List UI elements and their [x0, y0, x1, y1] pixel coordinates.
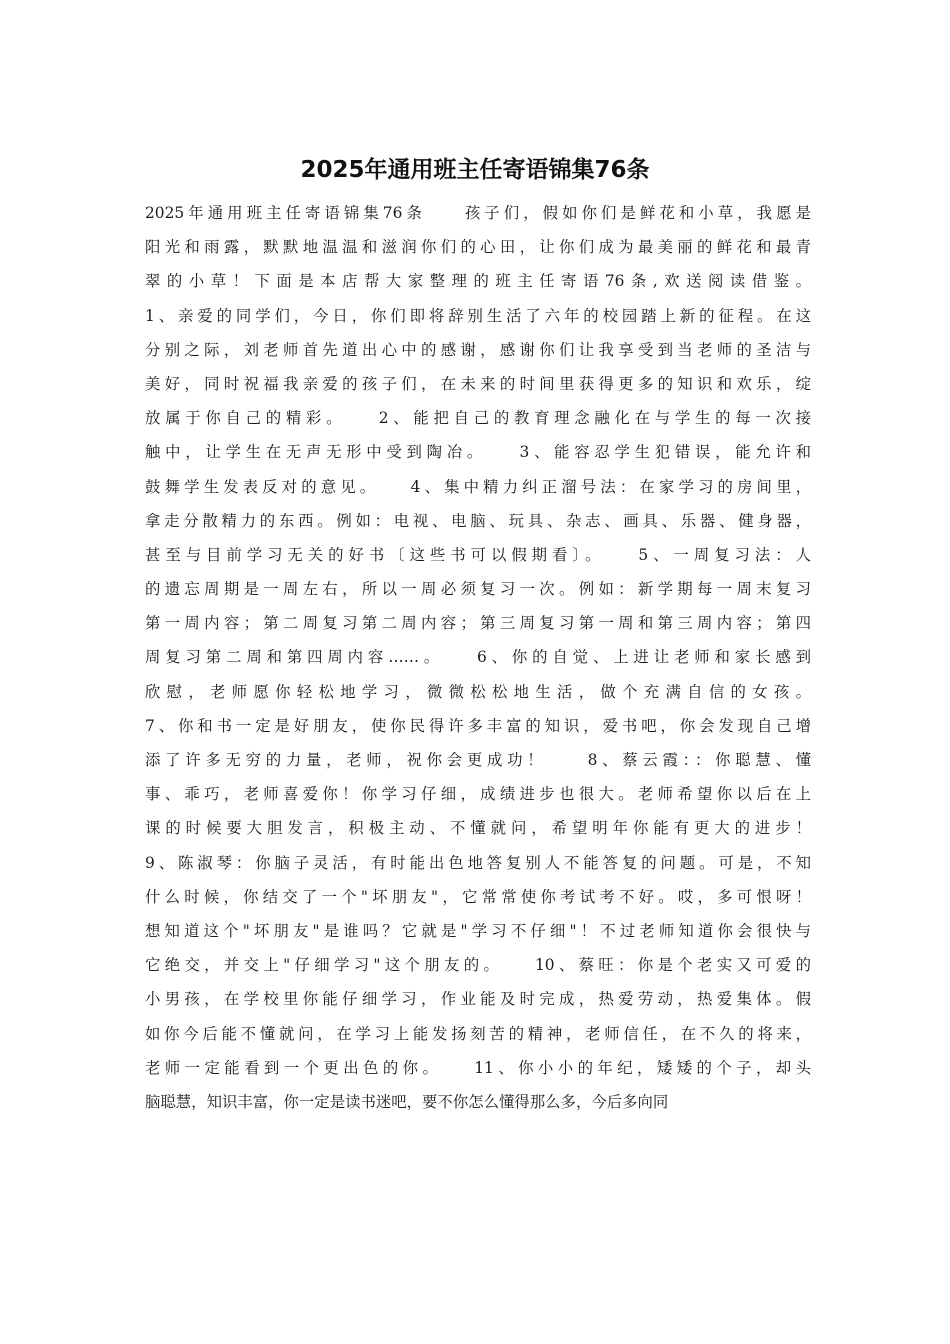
text-line: 什么时候，你结交了一个"坏朋友"，它常常使你考试考不好。哎，多可恨呀！: [145, 887, 811, 906]
text-line: 2025年通用班主任寄语锦集76条 孩子们，假如你们是鲜花和小草，我愿是: [145, 204, 811, 222]
text-line: 拿走分散精力的东西。例如：电视、电脑、玩具、杂志、画具、乐器、健身器，: [145, 511, 811, 530]
text-line: 翠的小草！下面是本店帮大家整理的班主任寄语76条,欢送阅读借鉴。: [145, 272, 811, 291]
text-line: 放属于你自己的精彩。 2、能把自己的教育理念融化在与学生的每一次接: [145, 409, 811, 428]
text-line: 美好，同时祝福我亲爱的孩子们，在未来的时间里获得更多的知识和欢乐，绽: [145, 374, 811, 393]
text-line: 鼓舞学生发表反对的意见。 4、集中精力纠正溜号法：在家学习的房间里，: [145, 477, 811, 496]
text-line: 小男孩，在学校里你能仔细学习，作业能及时完成，热爱劳动，热爱集体。假: [145, 990, 811, 1009]
text-line: 如你今后能不懂就问，在学习上能发扬刻苦的精神，老师信任，在不久的将来，: [145, 1024, 811, 1043]
text-line: 9、陈淑琴：你脑子灵活，有时能出色地答复别人不能答复的问题。可是，不知: [145, 853, 811, 872]
text-line: 触中，让学生在无声无形中受到陶冶。 3、能容忍学生犯错误，能允许和: [145, 443, 811, 462]
text-line: 1、亲爱的同学们，今日，你们即将辞别生活了六年的校园踏上新的征程。在这: [145, 306, 811, 325]
text-line: 课的时候要大胆发言，积极主动、不懂就问，希望明年你能有更大的进步！: [145, 819, 811, 838]
text-line: 事、乖巧，老师喜爱你！你学习仔细，成绩进步也很大。老师希望你以后在上: [145, 785, 811, 804]
text-line: 的遗忘周期是一周左右，所以一周必须复习一次。例如：新学期每一周末复习: [145, 580, 811, 599]
text-line: 想知道这个"坏朋友"是谁吗？它就是"学习不仔细"！不过老师知道你会很快与: [145, 921, 811, 940]
text-line: 它绝交，并交上"仔细学习"这个朋友的。 10、蔡旺：你是个老实又可爱的: [145, 956, 811, 975]
text-line: 脑聪慧，知识丰富，你一定是读书迷吧，要不你怎么懂得那么多，今后多向同: [145, 1092, 669, 1111]
text-line: 欣慰，老师愿你轻松地学习，微微松松地生活，做个充满自信的女孩。: [145, 682, 811, 701]
text-line: 甚至与目前学习无关的好书〔这些书可以假期看〕。 5、一周复习法：人: [145, 545, 811, 564]
document-title: 2025年通用班主任寄语锦集76条: [300, 157, 650, 183]
text-line: 添了许多无穷的力量，老师，祝你会更成功！ 8、蔡云霞：：你聪慧、懂: [145, 751, 811, 769]
text-line: 阳光和雨露，默默地温温和滋润你们的心田，让你们成为最美丽的鲜花和最青: [145, 238, 811, 257]
text-line: 第一周内容；第二周复习第二周内容；第三周复习第一周和第三周内容；第四: [145, 614, 811, 633]
text-line: 分别之际，刘老师首先道出心中的感谢，感谢你们让我享受到当老师的圣洁与: [145, 340, 811, 359]
text-line: 老师一定能看到一个更出色的你。 11、你小小的年纪，矮矮的个子，却头: [145, 1058, 811, 1077]
text-line: 7、你和书一定是好朋友，使你民得许多丰富的知识，爱书吧，你会发现自己增: [145, 716, 811, 735]
document-body: [145, 196, 811, 1119]
text-line: 周复习第二周和第四周内容……。 6、你的自觉、上进让老师和家长感到: [145, 648, 811, 667]
